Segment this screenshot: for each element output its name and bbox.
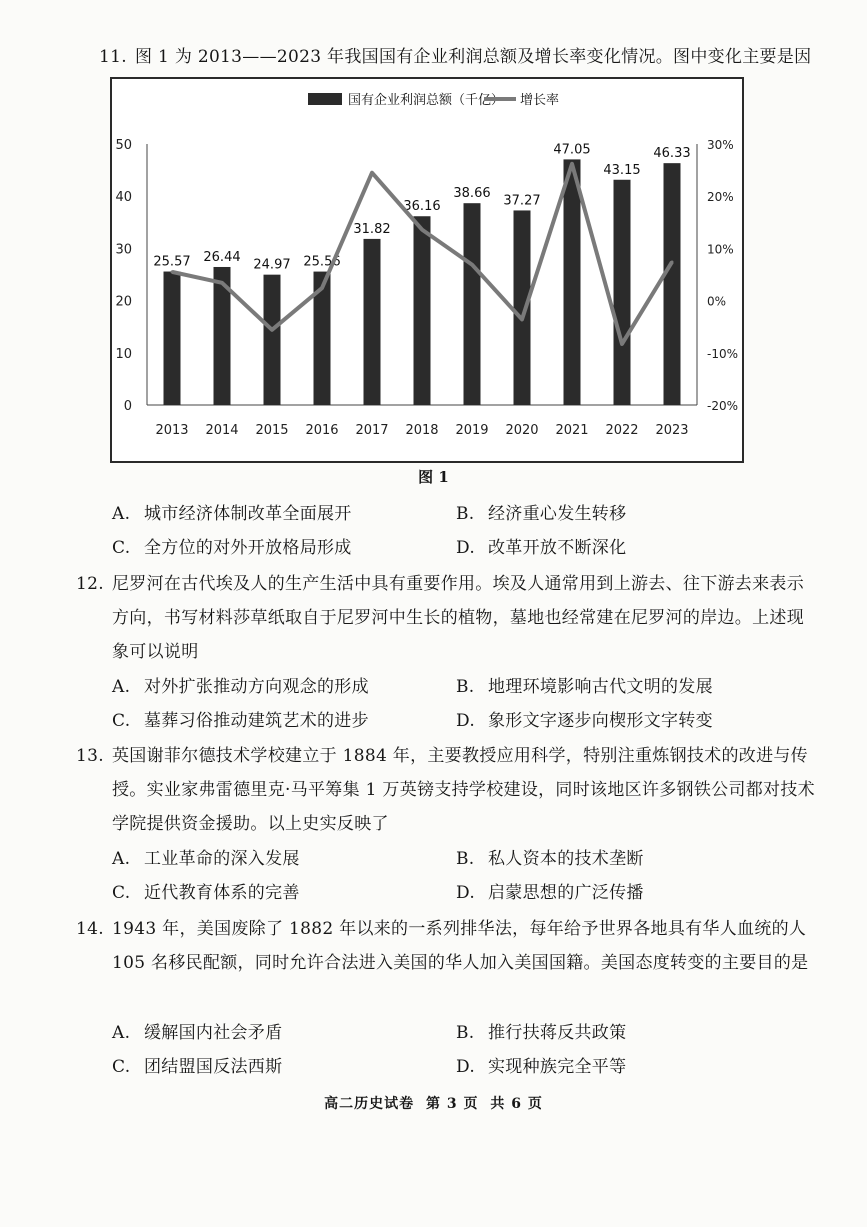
option-letter: B. (456, 677, 475, 697)
growth-rate-point (271, 328, 274, 331)
option-letter: C. (112, 538, 131, 558)
bar-data-label: 37.27 (503, 193, 541, 209)
x-tick-label: 2014 (205, 423, 239, 438)
y-right-tick-label: 0% (707, 294, 727, 309)
option-text: 全方位的对外开放格局形成 (144, 538, 352, 558)
y-left-tick-label: 30 (115, 242, 132, 258)
growth-rate-point (321, 287, 324, 290)
legend-bar-label: 国有企业利润总额（千亿） (348, 93, 505, 108)
bar-data-label: 25.56 (303, 254, 341, 270)
x-tick-label: 2020 (505, 423, 539, 438)
option-letter: C. (112, 711, 131, 731)
q13-option-a[interactable] (112, 842, 300, 876)
q11-option-d[interactable] (456, 531, 626, 565)
q13-option-d[interactable] (456, 876, 644, 910)
x-tick-label: 2013 (155, 423, 189, 438)
option-text: 实现种族完全平等 (488, 1057, 627, 1077)
y-left-tick-label: 40 (115, 190, 132, 206)
bar (364, 239, 381, 405)
x-tick-label: 2016 (305, 423, 339, 438)
growth-rate-point (621, 342, 624, 345)
growth-rate-point (171, 270, 174, 273)
q11-option-b[interactable] (456, 497, 626, 531)
question-14-text: 1943 年，美国废除了 1882 年以来的一系列排华法，每年给予世界各地具有华人血统的人 105 名移民配额，同时允许合法进入美国的华人加入美国国籍。美国态度转变的主要目的是 (112, 919, 809, 973)
y-left-tick-label: 0 (123, 399, 132, 414)
bar-data-label: 38.66 (453, 186, 491, 202)
question-13-number: 13. (76, 746, 104, 766)
question-11-text: 图 1 为 2013——2023 年我国国有企业利润总额及增长率变化情况。图中变化主要是因 (135, 47, 812, 67)
y-left-tick-label: 50 (115, 138, 132, 153)
bar-data-label: 43.15 (603, 162, 641, 178)
option-letter: A. (112, 504, 131, 524)
q14-option-d[interactable] (456, 1050, 626, 1084)
page-footer (0, 1093, 867, 1113)
q12-option-a[interactable] (112, 670, 369, 704)
bar (414, 216, 431, 405)
growth-rate-point (571, 162, 574, 165)
option-letter: B. (456, 504, 475, 524)
q14-option-c[interactable] (112, 1050, 282, 1084)
option-text: 地理环境影响古代文明的发展 (488, 677, 713, 697)
q13-option-c[interactable] (112, 876, 300, 910)
option-letter: D. (456, 711, 476, 731)
bar-data-label: 25.57 (153, 254, 191, 270)
footer-total-pages: 共 6 页 (490, 1096, 543, 1112)
option-text: 缓解国内社会矛盾 (144, 1023, 283, 1043)
y-right-tick-label: 20% (707, 190, 734, 205)
bar-data-label: 36.16 (403, 199, 441, 215)
q11-option-a[interactable] (112, 497, 352, 531)
question-12-text: 尼罗河在古代埃及人的生产生活中具有重要作用。埃及人通常用到上游去、往下游去来表示方向，书写材料莎草纸取自于尼罗河中生长的植物，墓地也经常建在尼罗河的岸边。上述现象可以说明 (112, 574, 804, 662)
x-tick-label: 2015 (255, 423, 289, 438)
y-right-tick-label: 10% (707, 242, 734, 257)
question-14-stem (76, 912, 815, 980)
option-text: 团结盟国反法西斯 (144, 1057, 283, 1077)
option-text: 改革开放不断深化 (488, 538, 627, 558)
q11-option-c[interactable] (112, 531, 352, 565)
option-text: 推行扶蒋反共政策 (488, 1023, 627, 1043)
x-tick-label: 2021 (555, 423, 589, 438)
option-text: 对外扩张推动方向观念的形成 (144, 677, 369, 697)
option-letter: B. (456, 1023, 475, 1043)
option-text: 经济重心发生转移 (488, 504, 627, 524)
y-right-tick-label: -10% (707, 346, 739, 361)
question-12-stem (76, 567, 815, 669)
question-14-number: 14. (76, 919, 104, 939)
option-text: 象形文字逐步向楔形文字转变 (488, 711, 713, 731)
option-letter: C. (112, 883, 131, 903)
option-letter: A. (112, 849, 131, 869)
q12-option-c[interactable] (112, 704, 369, 738)
footer-exam-name: 高二历史试卷 (324, 1096, 415, 1112)
question-12-number: 12. (76, 574, 104, 594)
option-text: 启蒙思想的广泛传播 (488, 883, 644, 903)
chart-canvas (112, 79, 742, 461)
option-letter: A. (112, 1023, 131, 1043)
growth-rate-point (221, 281, 224, 284)
x-tick-label: 2023 (655, 423, 689, 438)
bar-data-label: 26.44 (203, 249, 241, 265)
option-text: 私人资本的技术垄断 (488, 849, 644, 869)
option-letter: C. (112, 1057, 131, 1077)
footer-page-number: 第 3 页 (426, 1096, 479, 1112)
growth-rate-point (371, 171, 374, 174)
x-tick-label: 2022 (605, 423, 639, 438)
bar (514, 210, 531, 405)
option-text: 城市经济体制改革全面展开 (144, 504, 352, 524)
y-left-tick-label: 20 (115, 294, 132, 310)
bar (264, 275, 281, 405)
growth-rate-point (421, 228, 424, 231)
q14-option-b[interactable] (456, 1016, 626, 1050)
question-13-stem (76, 739, 815, 841)
q12-option-b[interactable] (456, 670, 713, 704)
bar (164, 272, 181, 405)
growth-rate-point (671, 260, 674, 263)
x-tick-label: 2018 (405, 423, 439, 438)
growth-rate-point (471, 263, 474, 266)
option-text: 近代教育体系的完善 (144, 883, 300, 903)
y-right-tick-label: 30% (707, 138, 734, 152)
legend-line-label: 增长率 (520, 93, 560, 108)
option-text: 工业革命的深入发展 (144, 849, 300, 869)
bar (464, 203, 481, 405)
option-letter: B. (456, 849, 475, 869)
question-11-number: 11. (99, 47, 127, 67)
profit-growth-chart (110, 77, 744, 463)
figure-caption: 图 1 (418, 468, 449, 486)
y-right-tick-label: -20% (707, 399, 739, 413)
bar (664, 163, 681, 405)
bar (614, 180, 631, 405)
x-tick-label: 2017 (355, 423, 389, 438)
bar-data-label: 46.33 (653, 146, 691, 162)
bar-data-label: 24.97 (253, 257, 291, 273)
question-13-text: 英国谢菲尔德技术学校建立于 1884 年，主要教授应用科学，特别注重炼钢技术的改进与传授。实业家弗雷德里克·马平筹集 1 万英镑支持学校建设，同时该地区许多钢铁公司都对技术学院提供资金援助。以上史实反映了 (112, 746, 815, 834)
q12-option-d[interactable] (456, 704, 713, 738)
option-letter: A. (112, 677, 131, 697)
option-letter: D. (456, 538, 476, 558)
bar-data-label: 47.05 (553, 142, 591, 158)
option-letter: D. (456, 1057, 476, 1077)
y-left-tick-label: 10 (115, 346, 132, 362)
bar-data-label: 31.82 (353, 221, 391, 237)
legend-bar-swatch (308, 93, 342, 105)
option-letter: D. (456, 883, 476, 903)
bar (564, 159, 581, 405)
q14-option-a[interactable] (112, 1016, 282, 1050)
x-tick-label: 2019 (455, 423, 489, 438)
growth-rate-point (521, 318, 524, 321)
q13-option-b[interactable] (456, 842, 644, 876)
option-text: 墓葬习俗推动建筑艺术的进步 (144, 711, 369, 731)
